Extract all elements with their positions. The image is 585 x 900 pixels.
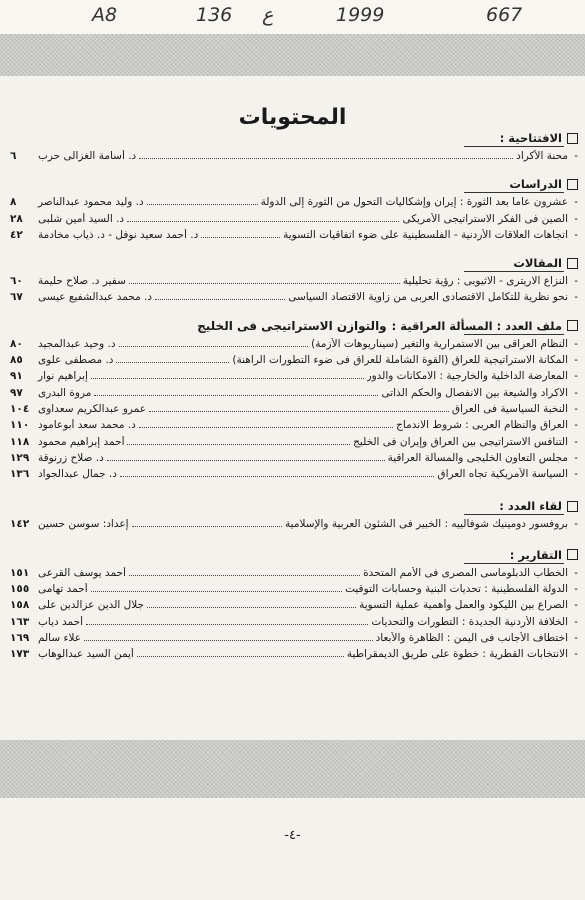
toc-entry[interactable] <box>10 452 578 468</box>
dot-leader <box>139 427 393 428</box>
entry-title: الخلافة الأردنية الجديدة : التطورات والتحديات <box>371 615 568 628</box>
toc-entry[interactable] <box>10 468 578 484</box>
dot-leader <box>120 476 434 477</box>
dot-leader <box>155 299 285 300</box>
dot-leader <box>147 204 258 205</box>
entry-dash: - <box>574 566 578 579</box>
entry-dash: - <box>574 275 578 288</box>
heading-underline <box>464 192 564 193</box>
top-shaded-band <box>0 34 585 76</box>
page-title: المحتويات <box>238 104 347 130</box>
handwritten-e: 667 <box>486 4 523 26</box>
toc-entry[interactable] <box>10 213 578 229</box>
entry-author: د. أحمد سعيد نوفل - د. ذياب مخادمة <box>38 228 199 241</box>
section-heading <box>10 498 578 514</box>
toc-section <box>10 318 578 485</box>
entry-dash: - <box>574 599 578 612</box>
entry-author: إعداد: سوسن حسين <box>38 518 129 531</box>
entry-page-number: ٨٥ <box>10 354 23 367</box>
toc-section <box>10 176 578 245</box>
toc-entry[interactable] <box>10 354 578 370</box>
toc-entry[interactable] <box>10 616 578 632</box>
entry-dash: - <box>574 583 578 596</box>
entry-dash: - <box>574 468 578 481</box>
section-heading-text: لقاء العدد : <box>499 499 562 514</box>
entry-dash: - <box>574 435 578 448</box>
toc-entry[interactable] <box>10 370 578 386</box>
toc-entry[interactable] <box>10 419 578 435</box>
checkbox-square-icon <box>567 549 578 560</box>
entry-author: مروة البدرى <box>38 386 92 399</box>
toc-entry[interactable] <box>10 436 578 452</box>
entry-page-number: ١٧٣ <box>10 648 30 661</box>
section-heading-text: المقالات <box>513 256 562 271</box>
entry-author: أحمد إبراهيم محمود <box>38 435 125 448</box>
heading-underline <box>464 563 564 564</box>
toc-section <box>10 547 578 665</box>
entry-page-number: ١٢٩ <box>10 451 30 464</box>
dot-leader <box>91 591 342 592</box>
entry-title: الدولة الفلسطينية : تحديات البنية وحسابات التوقيت <box>345 583 568 596</box>
toc-entry[interactable] <box>10 648 578 664</box>
toc-entry[interactable] <box>10 387 578 403</box>
dot-leader <box>129 575 360 576</box>
toc-entry[interactable] <box>10 403 578 419</box>
section-heading <box>10 176 578 192</box>
entry-title: محنة الأكراد <box>516 150 568 162</box>
table-of-contents <box>10 130 578 675</box>
dot-leader <box>107 460 385 461</box>
heading-underline <box>464 514 564 515</box>
handwritten-c: ع <box>262 4 274 26</box>
entry-dash: - <box>574 451 578 464</box>
entry-author: د. مصطفى علوى <box>38 354 114 367</box>
dot-leader <box>147 607 356 608</box>
entry-author: إبراهيم نوار <box>38 370 88 383</box>
entry-dash: - <box>574 228 578 241</box>
toc-entry[interactable] <box>10 567 578 583</box>
entry-page-number: ٦٠ <box>10 275 23 288</box>
entry-title: عشرون عاما بعد الثورة : إيران وإشكاليات التحول من الثورة إلى الدولة <box>260 196 568 209</box>
entry-dash: - <box>574 648 578 661</box>
entry-dash: - <box>574 631 578 644</box>
entry-page-number: ١١٠ <box>10 419 30 432</box>
section-heading-text: التقارير : <box>509 547 562 562</box>
entry-title: السياسة الأمريكية تجاه العراق <box>437 468 568 481</box>
toc-entry[interactable] <box>10 338 578 354</box>
entry-page-number: ٦٧ <box>10 291 23 304</box>
checkbox-square-icon <box>567 133 578 144</box>
checkbox-square-icon <box>567 179 578 190</box>
dot-leader <box>127 221 399 222</box>
toc-section <box>10 498 578 534</box>
entry-title: مجلس التعاون الخليجى والمسألة العراقية <box>387 451 568 464</box>
entry-title: اختطاف الأجانب فى اليمن : الظاهرة والأبعاد <box>375 631 568 644</box>
checkbox-square-icon <box>567 320 578 331</box>
entry-title: نحو نظرية للتكامل الاقتصادى العربى من زاوية الاقتصاد السياسى <box>288 291 568 304</box>
heading-underline <box>464 146 564 147</box>
toc-section <box>10 255 578 308</box>
entry-page-number: ٩٧ <box>10 386 23 399</box>
entry-author: أحمد تهامى <box>38 583 88 596</box>
entry-title: النزاع الاريترى - الاثيوبى : رؤية تحليلية <box>402 275 568 288</box>
toc-entry[interactable] <box>10 229 578 245</box>
entry-dash: - <box>574 518 578 531</box>
toc-entry[interactable] <box>10 599 578 615</box>
toc-entry[interactable] <box>10 518 578 534</box>
entry-dash: - <box>574 150 578 162</box>
entry-page-number: ١٠٤ <box>10 402 30 415</box>
dot-leader <box>94 395 378 396</box>
dot-leader <box>137 656 344 657</box>
entry-title: الصراع بين الليكود والعمل وأهمية عملية التسوية <box>359 599 568 612</box>
toc-entry[interactable] <box>10 150 578 166</box>
entry-title: الاكراد والشيعة بين الانفصال والحكم الذاتى <box>381 386 568 399</box>
handwritten-d: 1999 <box>336 4 385 26</box>
entry-dash: - <box>574 212 578 225</box>
entry-title: المكانة الاستراتيجية للعراق (القوة الشاملة للعراق فى ضوء التطورات الراهنة) <box>232 354 568 367</box>
entry-dash: - <box>574 196 578 209</box>
dot-leader <box>84 640 373 641</box>
dot-leader <box>127 444 350 445</box>
entry-author: د. صلاح زرنوقة <box>38 451 104 464</box>
entry-page-number: ٩١ <box>10 370 23 383</box>
entry-dash: - <box>574 291 578 304</box>
toc-entry[interactable] <box>10 583 578 599</box>
heading-underline <box>464 334 564 335</box>
entry-page-number: ٨٠ <box>10 337 23 350</box>
dot-leader <box>149 411 449 412</box>
section-heading <box>10 547 578 563</box>
entry-author: د. السيد أمين شلبى <box>38 212 125 225</box>
entry-author: عمرو عبدالكريم سعداوى <box>38 402 147 415</box>
handwritten-b: 136 <box>196 4 233 26</box>
entry-author: سفير د. صلاح حليمة <box>38 275 126 288</box>
entry-author: د. وليد محمود عبدالناصر <box>38 196 144 209</box>
entry-title: الانتخابات القطرية : خطوة على طريق الديمقراطية <box>346 648 568 661</box>
dot-leader <box>201 237 280 238</box>
section-heading-text: الدراسات <box>509 177 562 192</box>
entry-dash: - <box>574 419 578 432</box>
entry-page-number: ١٣٦ <box>10 468 30 481</box>
entry-page-number: ١٥١ <box>10 566 30 579</box>
dot-leader <box>139 158 513 159</box>
dot-leader <box>91 378 364 379</box>
entry-dash: - <box>574 402 578 415</box>
toc-entry[interactable] <box>10 275 578 291</box>
dot-leader <box>132 526 282 527</box>
entry-page-number: ١١٨ <box>10 435 30 448</box>
toc-section <box>10 130 578 166</box>
entry-title: اتجاهات العلاقات الأردنية - الفلسطينية على ضوء اتفاقيات التسوية <box>283 228 568 241</box>
entry-author: د. أسامة الغزالى حرب <box>38 150 137 162</box>
entry-page-number: ٢٨ <box>10 212 23 225</box>
entry-author: أحمد يوسف القرعى <box>38 566 126 579</box>
section-heading-text: الافتتاحية : <box>499 131 562 145</box>
handwritten-a: A8 <box>92 4 118 26</box>
entry-title: التنافس الاستراتيجى بين العراق وإيران فى الخليج <box>353 435 568 448</box>
entry-author: د. محمد سعد أبوعامود <box>38 419 136 432</box>
dot-leader <box>86 624 368 625</box>
section-subheading-text: والتوازن الاستراتيجى فى الخليج <box>197 318 387 333</box>
entry-title: الصين فى الفكر الاستراتيجى الأمريكى <box>402 212 568 225</box>
entry-title: الخطاب الدبلوماسى المصرى فى الأمم المتحدة <box>363 566 568 579</box>
entry-title: النظام العراقى بين الاستمرارية والتغير (سيناريوهات الأزمة) <box>311 337 568 350</box>
entry-page-number: ٤٢ <box>10 228 23 241</box>
entry-page-number: ١٦٣ <box>10 615 30 628</box>
entry-title: العراق والنظام العربى : شروط الاندماج <box>396 419 568 432</box>
toc-entry[interactable] <box>10 291 578 307</box>
entry-author: جلال الدين عزالدين على <box>38 599 145 612</box>
section-heading-text: ملف العدد : المسألة العراقية : <box>391 318 562 333</box>
dot-leader <box>116 362 229 363</box>
entry-author: أيمن السيد عبدالوهاب <box>38 648 134 661</box>
entry-dash: - <box>574 354 578 367</box>
handwritten-annotations <box>0 0 585 34</box>
entry-author: د. محمد عبدالشفيع عيسى <box>38 291 153 304</box>
entry-dash: - <box>574 615 578 628</box>
page-number: -٤- <box>284 828 301 843</box>
checkbox-square-icon <box>567 501 578 512</box>
entry-dash: - <box>574 386 578 399</box>
dot-leader <box>119 346 309 347</box>
entry-page-number: ١٦٩ <box>10 631 30 644</box>
entry-author: د. وحيد عبدالمجيد <box>38 337 116 350</box>
entry-page-number: ١٤٢ <box>10 518 30 531</box>
entry-author: علاء سالم <box>38 631 81 644</box>
toc-entry[interactable] <box>10 632 578 648</box>
section-heading <box>10 130 578 146</box>
entry-page-number: ١٥٨ <box>10 599 30 612</box>
bottom-shaded-band <box>0 740 585 798</box>
entry-title: النخبة السياسية فى العراق <box>451 402 568 415</box>
entry-page-number: ٦ <box>10 150 17 162</box>
toc-entry[interactable] <box>10 196 578 212</box>
dot-leader <box>129 283 400 284</box>
entry-page-number: ١٥٥ <box>10 583 30 596</box>
entry-author: أحمد دياب <box>38 615 84 628</box>
entry-author: د. جمال عبدالجواد <box>38 468 117 481</box>
section-heading <box>10 318 578 334</box>
entry-dash: - <box>574 370 578 383</box>
entry-dash: - <box>574 337 578 350</box>
entry-title: المعارضة الداخلية والخارجية : الامكانات والدور <box>366 370 568 383</box>
section-heading <box>10 255 578 271</box>
checkbox-square-icon <box>567 258 578 269</box>
entry-page-number: ٨ <box>10 196 17 209</box>
heading-underline <box>464 271 564 272</box>
entry-title: بروفسور دومينيك شوفالييه : الخبير فى الشئون العربية والإسلامية <box>285 518 568 531</box>
